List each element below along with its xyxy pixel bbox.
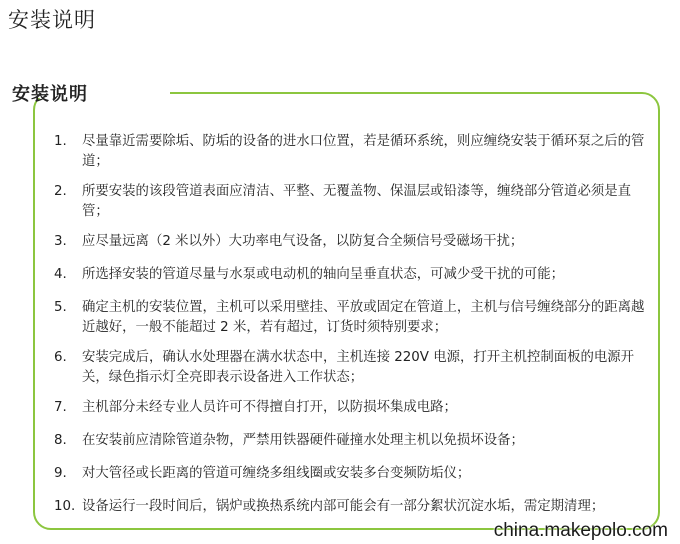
list-item (54, 232, 652, 252)
list-item (54, 497, 652, 517)
list-item (54, 298, 652, 338)
item-number: 8. (54, 433, 67, 448)
item-number: 9. (54, 466, 67, 481)
item-text: 所要安装的该段管道表面应清洁、平整、无覆盖物、保温层或铅漆等，缠绕部分管道必须是直管； (82, 184, 632, 219)
list-item (54, 398, 652, 418)
page-title: 安装说明 (8, 8, 96, 32)
item-number: 4. (54, 267, 67, 282)
item-text: 主机部分未经专业人员许可不得擅自打开，以防损坏集成电路； (82, 400, 457, 415)
list-item (54, 265, 652, 285)
list-item (54, 348, 652, 388)
item-number: 1. (54, 134, 67, 149)
item-text: 应尽量远离（2 米以外）大功率电气设备，以防复合全频信号受磁场干扰； (82, 234, 524, 249)
item-text: 设备运行一段时间后，锅炉或换热系统内部可能会有一部分絮状沉淀水垢，需定期清理； (82, 499, 605, 514)
item-text: 安装完成后，确认水处理器在满水状态中，主机连接 220V 电源，打开主机控制面板的电源开关，绿色指示灯全亮即表示设备进入工作状态； (82, 350, 635, 385)
item-text: 对大管径或长距离的管道可缠绕多组线圈或安装多台变频防垢仪； (82, 466, 471, 481)
watermark: china.makepolo.com (493, 520, 668, 541)
item-number: 6. (54, 350, 67, 365)
item-text: 确定主机的安装位置，主机可以采用壁挂、平放或固定在管道上，主机与信号缠绕部分的距离越近越好，一般不能超过 2 米，若有超过，订货时须特别要求； (82, 300, 645, 335)
list-item (54, 431, 652, 451)
item-number: 10. (54, 499, 76, 514)
instruction-list (54, 132, 652, 527)
section-title: 安装说明 (12, 84, 88, 105)
item-text: 所选择安装的管道尽量与水泵或电动机的轴向呈垂直状态，可减少受干扰的可能； (82, 267, 565, 282)
item-number: 5. (54, 300, 67, 315)
list-item (54, 132, 652, 172)
item-text: 在安装前应清除管道杂物，严禁用铁器硬件碰撞水处理主机以免损坏设备； (82, 433, 524, 448)
list-item (54, 464, 652, 484)
item-text: 尽量靠近需要除垢、防垢的设备的进水口位置，若是循环系统，则应缠绕安装于循环泵之后的管道； (82, 134, 645, 169)
item-number: 3. (54, 234, 67, 249)
item-number: 2. (54, 184, 67, 199)
list-item (54, 182, 652, 222)
item-number: 7. (54, 400, 67, 415)
